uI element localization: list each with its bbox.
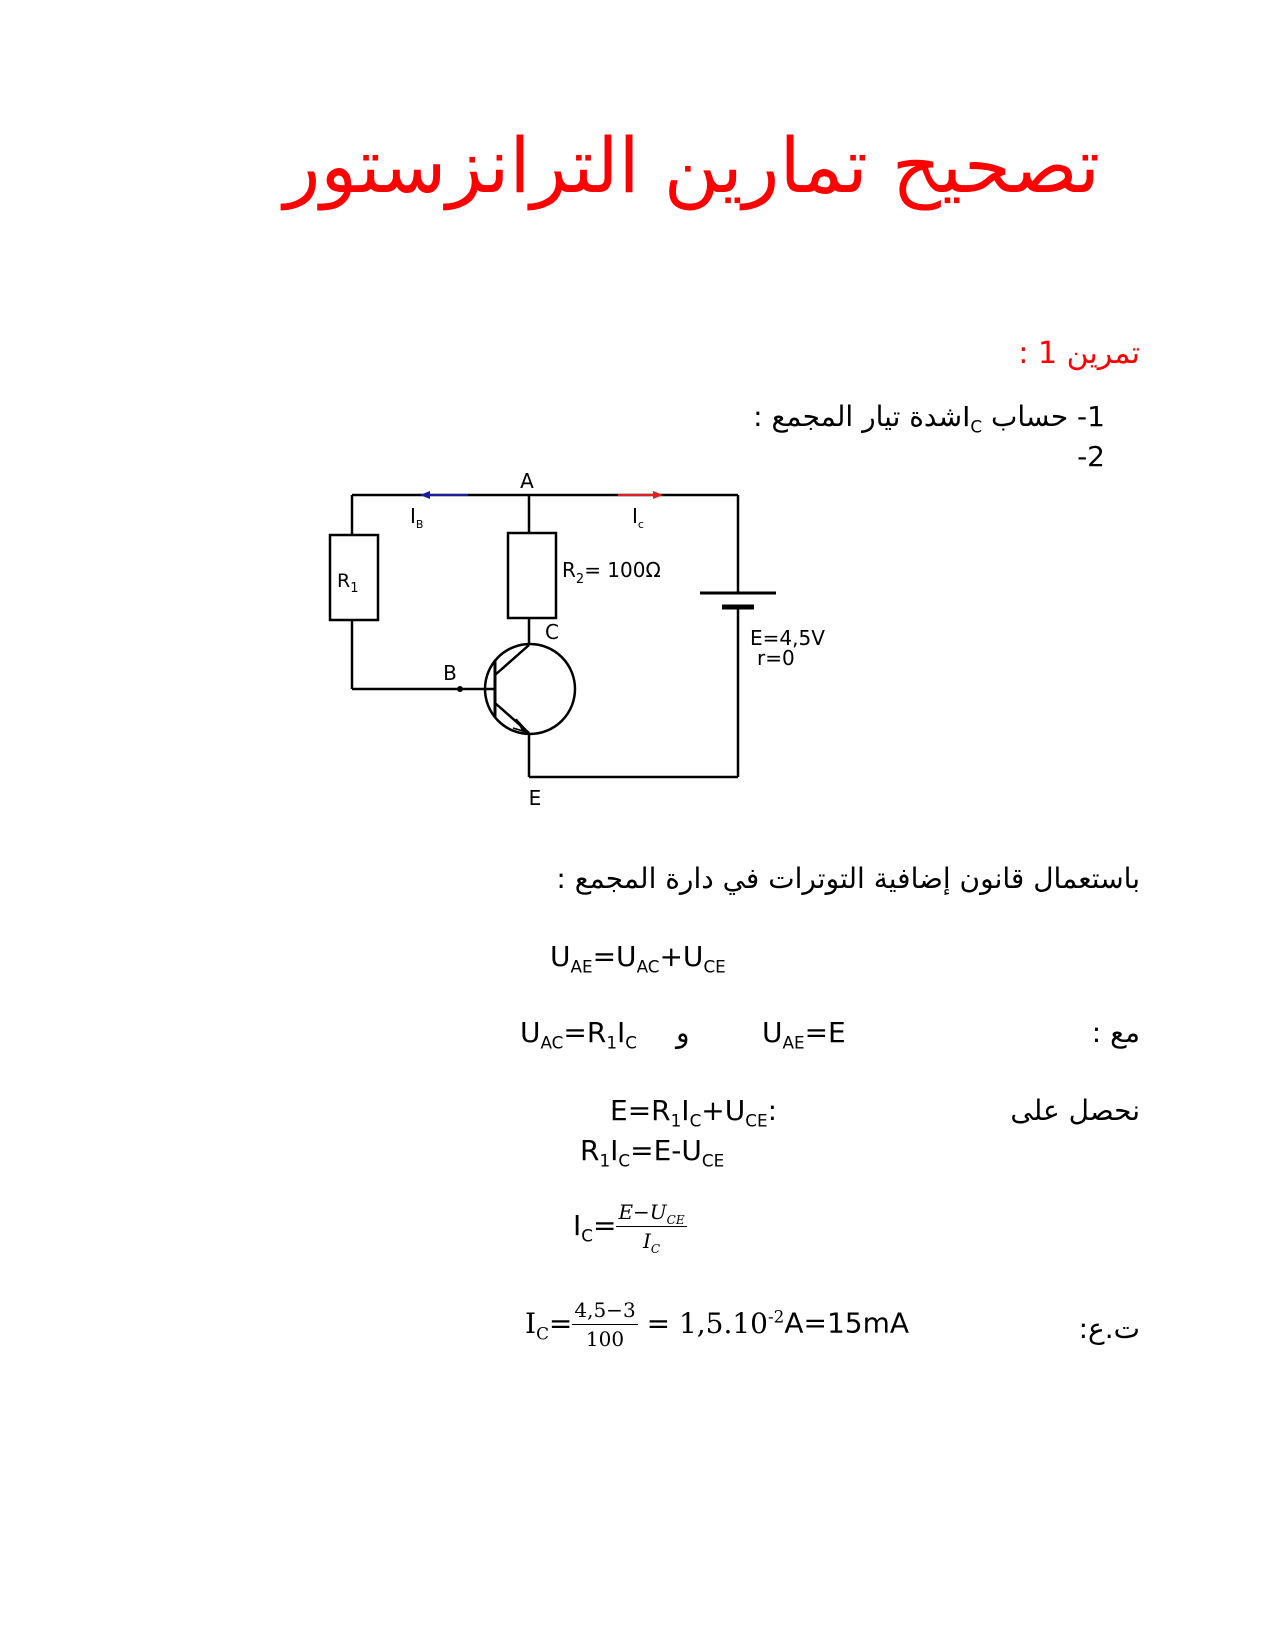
exercise-heading: تمرين 1 : (1018, 336, 1140, 371)
circuit-diagram (320, 465, 860, 820)
get-label: نحصل على (1010, 1094, 1140, 1127)
resistor-r2 (508, 533, 556, 618)
and-word: و (676, 1016, 690, 1049)
node-c-label: C (545, 620, 559, 644)
page-title: تصحيح تمارين الترانزستور (283, 121, 1100, 210)
equation-ic-result: $I_C=$ $\frac{4,5-3}{100}$ = $1,5.10^{-2}A=15mA$ (525, 1298, 910, 1351)
with-label: مع : (1091, 1016, 1140, 1049)
solution-intro: باستعمال قانون إضافية التوترات في دارة المجمع : (556, 862, 1140, 895)
transistor-symbol (485, 644, 575, 734)
equation-r1ic: $R_1I_C=E-U_{CE}$ (580, 1134, 725, 1171)
source-r-label: r=0 (757, 646, 795, 670)
source-e-label: E=4,5V (750, 626, 825, 650)
node-b-label: B (443, 661, 457, 685)
question-1: 1- حساب $I_Cشدة$ تيار المجمع : (753, 400, 1105, 437)
current-ib-label: $I_B$ (410, 504, 424, 531)
r1-label: $R_1$ (337, 570, 359, 596)
numeric-app-label: ت.ع: (1078, 1312, 1140, 1345)
node-a-label: A (520, 469, 534, 493)
current-ic-label: $I_c$ (632, 504, 644, 531)
equation-uae: $U_{AE}=E$ (762, 1016, 846, 1053)
r2-label: $R_2= 100\Omega$ (562, 558, 661, 587)
equation-e: $E=R_1I_C+U_{CE}$: (610, 1094, 778, 1131)
node-e-label: E (528, 786, 542, 810)
equation-kvl: $U_{AE}=U_{AC}+U_{CE}$ (550, 940, 726, 977)
equation-uac: $U_{AC}=R_1I_C$ (520, 1016, 637, 1053)
equation-ic-formula: $I_C=$ $\frac{E-U_{CE}}{I_C}$ (573, 1200, 685, 1256)
question-2: 2- (1077, 440, 1105, 473)
